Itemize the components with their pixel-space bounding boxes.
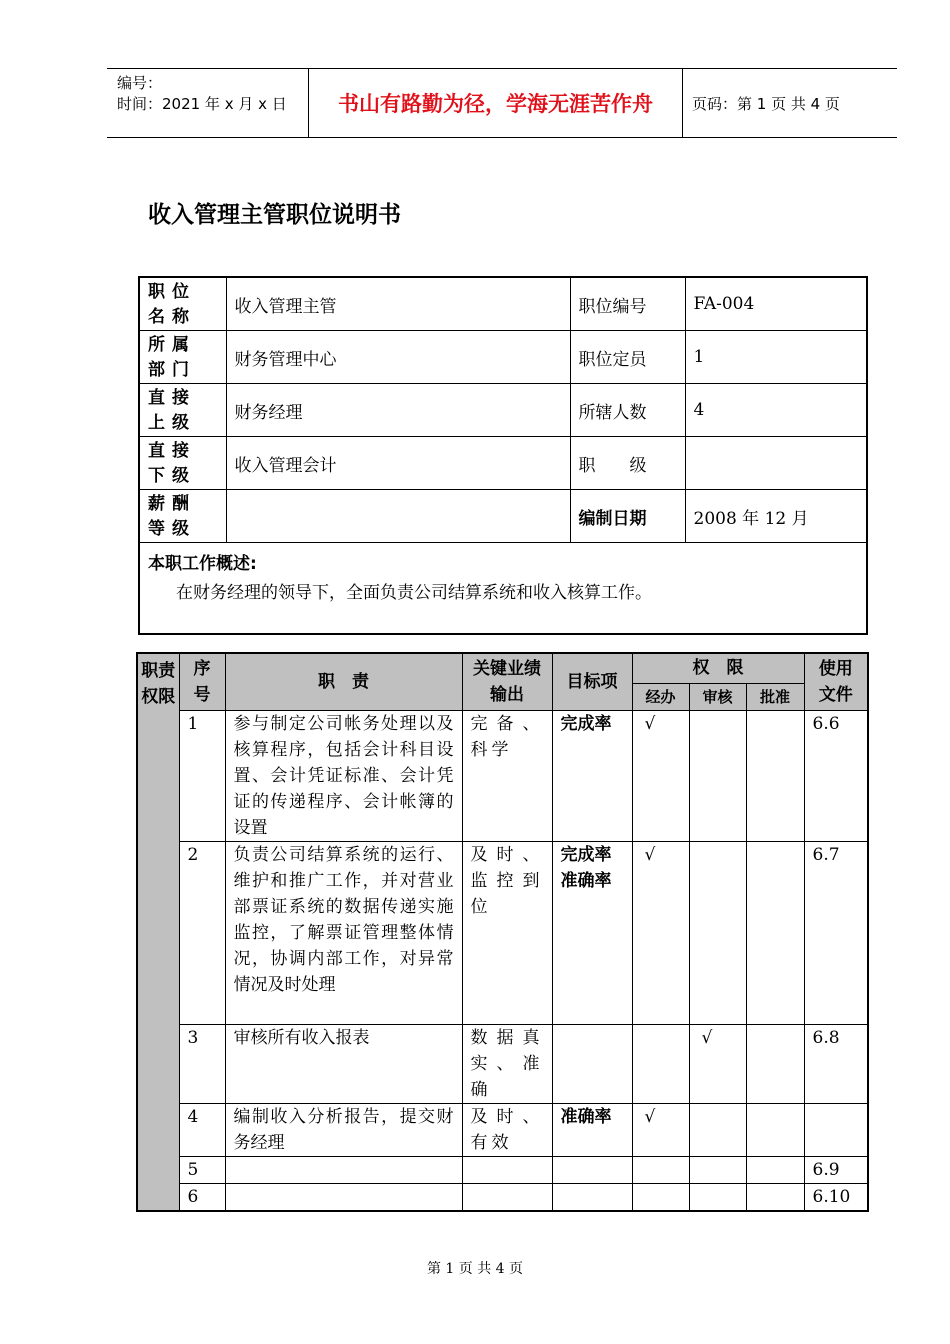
row-review-check [689,1103,746,1156]
row-approve-check [746,1183,804,1211]
summary-row [139,543,867,635]
info-value: 财务管理中心 [226,331,570,384]
row-duty [225,1183,462,1211]
info-label: 职位定员 [570,331,685,384]
info-value: 1 [685,331,867,384]
row-target: 准确率 [552,1103,632,1156]
row-target [552,1183,632,1211]
position-info-table [138,276,868,635]
info-label: 薪酬等级 [139,490,226,543]
info-label: 职 级 [570,437,685,490]
row-target [552,1156,632,1183]
doc-time-label: 时间：2021 年 x 月 x 日 [117,95,287,113]
summary-heading: 本职工作概述: [148,554,257,574]
row-approve-check [746,1024,804,1103]
row-file: 6.6 [804,710,868,841]
row-review-check [689,841,746,1024]
row-output: 及时、监控到位 [462,841,552,1024]
col-header-duty: 职 责 [225,653,462,710]
row-no: 1 [179,710,225,841]
row-no: 5 [179,1156,225,1183]
doc-number-label: 编号： [117,74,163,92]
col-header-target: 目标项 [552,653,632,710]
row-file [804,1103,868,1156]
info-label: 职位名称 [139,277,226,331]
row-handle-check [632,1156,689,1183]
side-label: 职责权限 [137,653,179,1211]
row-handle-check: √ [632,1103,689,1156]
page-footer: 第 1 页 共 4 页 [426,1261,524,1277]
table-row [137,710,868,841]
row-duty: 审核所有收入报表 [225,1024,462,1103]
row-output: 及时、有效 [462,1103,552,1156]
row-handle-check: √ [632,710,689,841]
info-label: 所属部门 [139,331,226,384]
info-row [139,490,867,543]
info-value: 收入管理会计 [226,437,570,490]
row-handle-check [632,1183,689,1211]
info-label: 编制日期 [570,490,685,543]
info-row [139,277,867,331]
col-header-review: 审核 [689,683,746,710]
info-label: 直接上级 [139,384,226,437]
info-value: 2008 年 12 月 [685,490,867,543]
row-output [462,1156,552,1183]
row-approve-check [746,841,804,1024]
info-value [685,437,867,490]
col-header-handle: 经办 [632,683,689,710]
row-approve-check [746,1103,804,1156]
job-summary [139,543,867,635]
col-header-output: 关键业绩输出 [462,653,552,710]
info-value: 收入管理主管 [226,277,570,331]
table-row [137,1156,868,1183]
row-duty [225,1156,462,1183]
row-target: 完成率 [552,710,632,841]
row-handle-check [632,1024,689,1103]
row-output: 完备、科学 [462,710,552,841]
info-label: 直接下级 [139,437,226,490]
table-row [137,841,868,1024]
row-approve-check [746,710,804,841]
row-no: 2 [179,841,225,1024]
table-row [137,1024,868,1103]
row-approve-check [746,1156,804,1183]
col-header-approve: 批准 [746,683,804,710]
info-value: FA-004 [685,277,867,331]
col-header-file: 使用文件 [804,653,868,710]
col-header-no: 序号 [179,653,225,710]
row-no: 3 [179,1024,225,1103]
duty-authority-table [136,652,869,1212]
row-handle-check: √ [632,841,689,1024]
row-file: 6.8 [804,1024,868,1103]
row-target: 完成率 准确率 [552,841,632,1024]
info-value: 财务经理 [226,384,570,437]
row-duty: 编制收入分析报告，提交财务经理 [225,1103,462,1156]
row-duty: 负责公司结算系统的运行、维护和推广工作，并对营业部票证系统的数据传递实施监控，了解票证管理整体情况，协调内部工作，对异常情况及时处理 [225,841,462,1024]
header-motto: 书山有路勤为径，学海无涯苦作舟 [308,69,683,137]
row-no: 4 [179,1103,225,1156]
info-value [226,490,570,543]
row-output [462,1183,552,1211]
document-title: 收入管理主管职位说明书 [148,202,401,228]
row-output: 数据真实、准确 [462,1024,552,1103]
info-row [139,331,867,384]
row-file: 6.10 [804,1183,868,1211]
row-review-check [689,1156,746,1183]
header-page-info: 页码：第 1 页 共 4 页 [692,94,840,113]
table-row [137,1183,868,1211]
info-label: 所辖人数 [570,384,685,437]
row-file: 6.7 [804,841,868,1024]
row-no: 6 [179,1183,225,1211]
table-row [137,1103,868,1156]
header-row [137,653,868,683]
row-duty: 参与制定公司帐务处理以及核算程序，包括会计科目设置、会计凭证标准、会计凭证的传递程序、会计帐簿的设置 [225,710,462,841]
row-review-check: √ [689,1024,746,1103]
row-review-check [689,1183,746,1211]
row-target [552,1024,632,1103]
col-header-authority: 权 限 [632,653,804,683]
info-label: 职位编号 [570,277,685,331]
row-review-check [689,710,746,841]
info-row [139,437,867,490]
header-meta [107,69,307,137]
row-file: 6.9 [804,1156,868,1183]
info-row [139,384,867,437]
summary-text: 在财务经理的领导下，全面负责公司结算系统和收入核算工作。 [176,583,652,603]
page-header [107,68,897,138]
info-value: 4 [685,384,867,437]
